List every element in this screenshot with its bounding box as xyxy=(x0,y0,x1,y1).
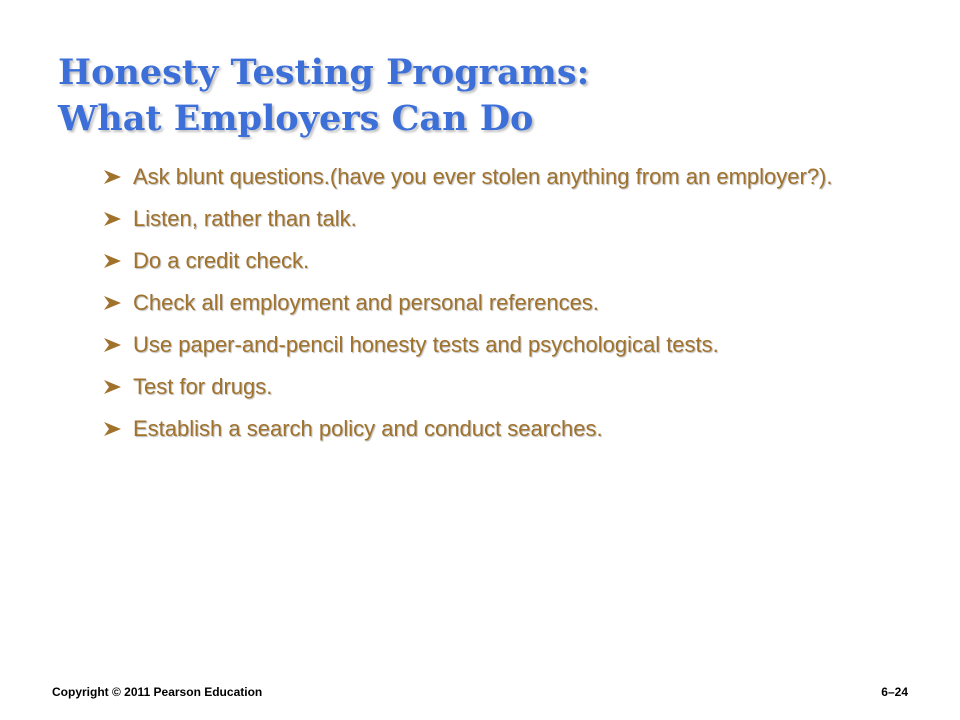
slide-number: 6–24 xyxy=(881,685,908,699)
bullet-item-5 xyxy=(104,330,884,359)
bullet-item-2 xyxy=(104,204,884,233)
bullet-text: Do a credit check. xyxy=(133,248,310,273)
slide-title-line-2: What Employers Can Do xyxy=(58,98,534,139)
bullet-text: Listen, rather than talk. xyxy=(133,206,357,231)
arrow-bullet-icon xyxy=(104,380,121,394)
slide-title-line-1: Honesty Testing Programs: xyxy=(58,52,590,93)
bullet-text: Establish a search policy and conduct searches. xyxy=(133,416,603,441)
bullet-text: Use paper-and-pencil honesty tests and psychological tests. xyxy=(133,332,719,357)
bullet-item-6 xyxy=(104,372,884,401)
copyright-text: Copyright © 2011 Pearson Education xyxy=(52,685,263,699)
bullet-text: Check all employment and personal references. xyxy=(133,290,599,315)
bullet-text: Ask blunt questions.(have you ever stolen anything from an employer?). xyxy=(133,164,833,189)
arrow-bullet-icon xyxy=(104,170,121,184)
bullet-item-4 xyxy=(104,288,884,317)
bullet-list xyxy=(104,162,884,456)
bullet-item-7 xyxy=(104,414,884,443)
bullet-text: Test for drugs. xyxy=(133,374,273,399)
bullet-item-3 xyxy=(104,246,884,275)
bullet-item-1 xyxy=(104,162,884,191)
arrow-bullet-icon xyxy=(104,422,121,436)
arrow-bullet-icon xyxy=(104,254,121,268)
arrow-bullet-icon xyxy=(104,212,121,226)
arrow-bullet-icon xyxy=(104,338,121,352)
arrow-bullet-icon xyxy=(104,296,121,310)
slide-title xyxy=(58,50,918,142)
